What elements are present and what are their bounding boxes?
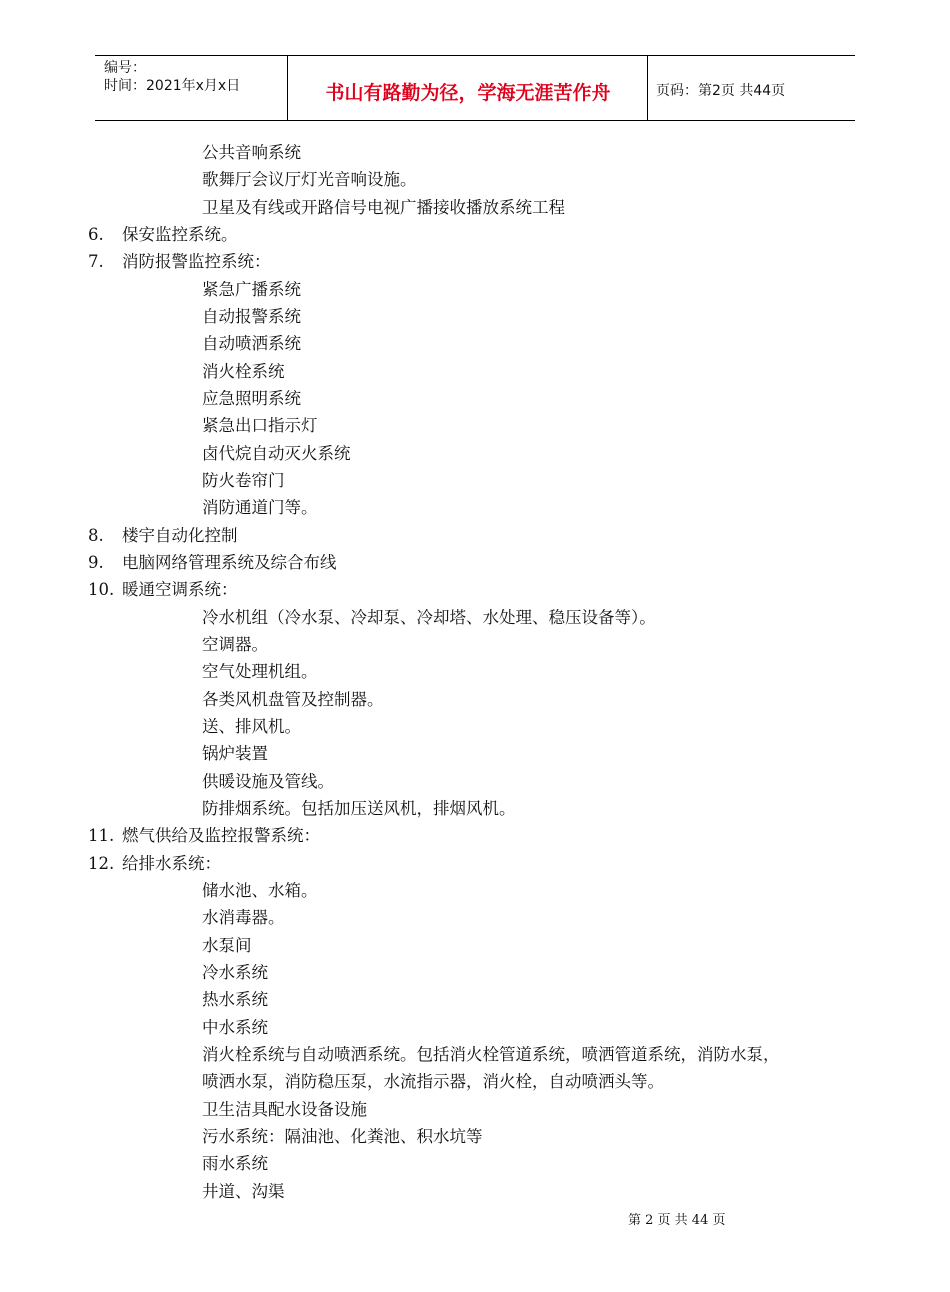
sub-item: 雨水系统 [202, 1154, 268, 1173]
sub-item: 送、排风机。 [202, 717, 301, 736]
sub-item: 消火栓系统 [202, 362, 285, 381]
sub-item: 消火栓系统与自动喷洒系统。包括消火栓管道系统，喷洒管道系统，消防水泵， [202, 1045, 780, 1064]
header-top-rule [95, 55, 855, 56]
sub-item: 空气处理机组。 [202, 662, 318, 681]
document-number: 编号： [104, 60, 146, 76]
sub-item: 锅炉装置 [202, 744, 268, 763]
list-number: 9. [88, 553, 104, 572]
sub-item: 热水系统 [202, 990, 268, 1009]
list-number: 8. [88, 526, 104, 545]
sub-item: 水泵间 [202, 936, 252, 955]
sub-item: 中水系统 [202, 1018, 268, 1037]
sub-item: 卫星及有线或开路信号电视广播接收播放系统工程 [202, 198, 565, 217]
sub-item: 喷洒水泵，消防稳压泵，水流指示器，消火栓，自动喷洒头等。 [202, 1072, 664, 1091]
sub-item: 卫生洁具配水设备设施 [202, 1100, 367, 1119]
sub-item: 紧急广播系统 [202, 280, 301, 299]
sub-item: 井道、沟渠 [202, 1182, 285, 1201]
sub-item: 污水系统：隔油池、化粪池、积水坑等 [202, 1127, 483, 1146]
sub-item: 卤代烷自动灭火系统 [202, 444, 351, 463]
list-item: 楼宇自动化控制 [122, 526, 238, 545]
list-item: 消防报警监控系统： [122, 252, 271, 271]
sub-item: 消防通道门等。 [202, 498, 318, 517]
list-item: 燃气供给及监控报警系统： [122, 826, 320, 845]
sub-item: 防排烟系统。包括加压送风机，排烟风机。 [202, 799, 516, 818]
header-page-number: 页码：第2页 共44页 [656, 83, 786, 99]
sub-item: 防火卷帘门 [202, 471, 285, 490]
sub-item: 公共音响系统 [202, 143, 301, 162]
list-item: 保安监控系统。 [122, 225, 238, 244]
sub-item: 供暖设施及管线。 [202, 772, 334, 791]
sub-item: 自动报警系统 [202, 307, 301, 326]
list-item: 给排水系统： [122, 854, 221, 873]
document-time: 时间：2021年x月x日 [104, 78, 241, 94]
sub-item: 歌舞厅会议厅灯光音响设施。 [202, 170, 417, 189]
sub-item: 空调器。 [202, 635, 268, 654]
sub-item: 冷水系统 [202, 963, 268, 982]
footer-page-number: 第 2 页 共 44 页 [628, 1213, 726, 1228]
header-motto: 书山有路勤为径，学海无涯苦作舟 [325, 82, 611, 104]
sub-item: 自动喷洒系统 [202, 334, 301, 353]
sub-item: 应急照明系统 [202, 389, 301, 408]
list-number: 6. [88, 225, 104, 244]
list-item: 电脑网络管理系统及综合布线 [122, 553, 337, 572]
header-bottom-rule [95, 120, 855, 121]
sub-item: 储水池、水箱。 [202, 881, 318, 900]
list-number: 12. [88, 854, 115, 873]
sub-item: 紧急出口指示灯 [202, 416, 318, 435]
sub-item: 冷水机组（冷水泵、冷却泵、冷却塔、水处理、稳压设备等）。 [202, 608, 656, 627]
sub-item: 水消毒器。 [202, 908, 285, 927]
header-meta [104, 59, 240, 95]
list-number: 11. [88, 826, 115, 845]
list-number: 7. [88, 252, 104, 271]
list-number: 10. [88, 580, 115, 599]
sub-item: 各类风机盘管及控制器。 [202, 690, 384, 709]
list-item: 暖通空调系统： [122, 580, 238, 599]
